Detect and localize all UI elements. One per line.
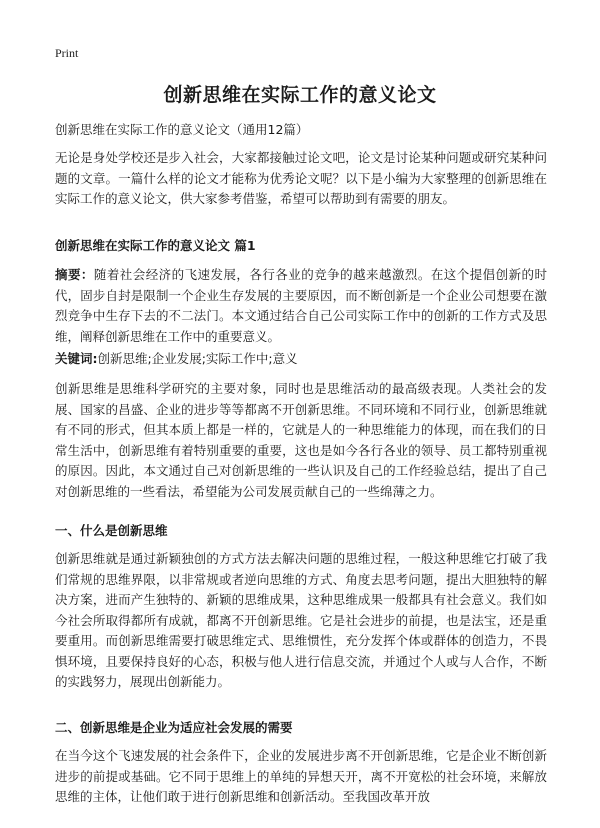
heading-enterprise-needs: 二、创新思维是企业为适应社会发展的需要 (55, 720, 293, 735)
keywords-label: 关键词: (55, 351, 98, 366)
print-link[interactable]: Print (55, 46, 79, 60)
abstract-paragraph (55, 265, 547, 347)
section-title: 创新思维在实际工作的意义论文 篇1 (55, 238, 256, 253)
document-subtitle: 创新思维在实际工作的意义论文（通用12篇） (55, 122, 309, 137)
keywords-text: 创新思维;企业发展;实际工作中;意义 (97, 351, 298, 366)
body-paragraph-1: 创新思维是思维科学研究的主要对象，同时也是思维活动的最高级表现。人类社会的发展、国家的昌盛、企业的进步等等都离不开创新思维。不同环境和不同行业，创新思维就有不同的形式，但其本质上都是一样的，它就是人的一种思维能力的体现，而在我们的日常生活中，创新思维有着特别重要的重要，这也是如今各行各业的领导、员工都特别重视的原因。因此，本文通过自己对创新思维的一些认识及自己的工作经验总结，提出了自己对创新思维的一些看法，希望能为公司发展贡献自己的一些绵薄之力。 (55, 381, 547, 499)
abstract-label: 摘要： (55, 267, 94, 282)
abstract-text: 随着社会经济的飞速发展，各行各业的竞争的越来越激烈。在这个提倡创新的时代，固步自封是限制一个企业生存发展的主要原因，而不断创新是一个企业公司想要在激烈竞争中生存下去的不二法门。本文通过结合自己公司实际工作中的创新的工作方式及思维，阐释创新思维在工作中的重要意义。 (55, 267, 547, 344)
page-title: 创新思维在实际工作的意义论文 (163, 84, 437, 106)
intro-paragraph: 无论是身处学校还是步入社会，大家都接触过论文吧，论文是讨论某种问题或研究某种问题的文章。一篇什么样的论文才能称为优秀论文呢？以下是小编为大家整理的创新思维在实际工作的意义论文，供大家参考借鉴，希望可以帮助到有需要的朋友。 (55, 150, 547, 206)
body-paragraph-2: 创新思维就是通过新颖独创的方式方法去解决问题的思维过程，一般这种思维它打破了我们常规的思维界限，以非常规或者逆向思维的方式、角度去思考问题，提出大胆独特的解决方案，进而产生独特的、新颖的思维成果，这种思维成果一般都具有社会意义。我们如今社会所取得都所有成就，都离不开创新思维。它是社会进步的前提，也是法宝，还是重要重用。而创新思维需要打破思维定式、思维惯性，充分发挥个体或群体的创造力，不畏惧环境，且要保持良好的心态，积极与他人进行信息交流，并通过个人或与人合作，不断的实践努力，展现出创新能力。 (55, 551, 547, 689)
heading-what-is-innovative-thinking: 一、什么是创新思维 (55, 523, 168, 538)
body-paragraph-3: 在当今这个飞速发展的社会条件下，企业的发展进步离不开创新思维，它是企业不断创新进步的前提或基础。它不同于思维上的单纯的异想天开，离不开宽松的社会环境，来解放思维的主体，让他们敢于进行创新思维和创新活动。至我国改革开放 (55, 748, 547, 804)
keywords-line (55, 349, 547, 370)
